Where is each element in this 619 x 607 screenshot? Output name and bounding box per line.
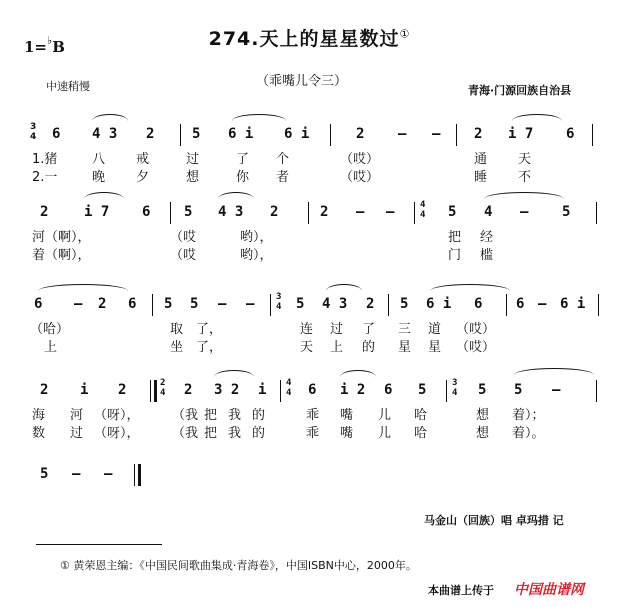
notes-row — [0, 200, 619, 224]
note: 6 — [52, 126, 61, 142]
barline — [280, 380, 281, 402]
note: 6 — [128, 296, 137, 312]
barline — [506, 294, 507, 316]
note: i 2 — [340, 382, 366, 398]
barline — [170, 202, 171, 224]
note: 5 — [296, 296, 305, 312]
time-signature-3-4: 3 4 — [30, 122, 37, 142]
slur — [514, 368, 594, 375]
notes-row — [0, 378, 619, 402]
note: 2 — [146, 126, 155, 142]
note: 6 — [474, 296, 483, 312]
lyrics-verse-1: 1.猪 八 戒 过 了 个 （哎） 通 天 — [32, 152, 532, 167]
lyrics-verse-1: 河（啊）， （哎 哟）， 把 经 — [32, 230, 494, 245]
note: — — [74, 296, 83, 312]
lyrics-verse-2: 着（啊）， （哎 哟）， 门 槛 — [32, 248, 494, 263]
lyrics-verse-2: 上 坐 了， 天 上 的 星 星 （哎） — [44, 340, 496, 355]
barline — [596, 380, 597, 402]
note: 4 3 — [218, 204, 244, 220]
final-barline — [138, 464, 141, 486]
slur — [232, 114, 286, 121]
note: 5 — [562, 204, 571, 220]
notes-row — [0, 292, 619, 316]
note: 2 — [270, 204, 279, 220]
key-signature: 1=♭B — [24, 34, 65, 56]
note: i 7 — [508, 126, 534, 142]
note: 2 — [356, 126, 365, 142]
note: 6 — [142, 204, 151, 220]
note: 5 — [164, 296, 173, 312]
note: 6 — [384, 382, 393, 398]
note: 4 — [484, 204, 493, 220]
time-signature-2-4: 2 4 — [160, 378, 166, 398]
note: 5 — [190, 296, 199, 312]
note: 2 — [40, 204, 49, 220]
slur — [512, 114, 562, 121]
slur — [84, 192, 124, 199]
lyrics-verse-1: 海 河 （呀）， （我 把 我 的 乖 嘴 儿 哈 想 着）； — [32, 408, 545, 423]
note: 4 3 — [322, 296, 348, 312]
lyrics-verse-2: 2.一 晚 夕 想 你 者 （哎） 睡 不 — [32, 170, 532, 185]
note: — — [72, 466, 81, 482]
note: 4 3 — [92, 126, 118, 142]
note: — — [520, 204, 529, 220]
slur — [38, 284, 128, 291]
note: — — [432, 126, 441, 142]
footnote-divider — [36, 544, 162, 545]
note: i 7 — [84, 204, 110, 220]
barline — [308, 202, 309, 224]
note: 6 — [308, 382, 317, 398]
time-signature-4-4: 4 4 — [286, 378, 292, 398]
note: 6 — [516, 296, 525, 312]
note: 2 — [118, 382, 127, 398]
note: — — [246, 296, 255, 312]
lyrics-verse-2: 数 过 （呀）， （我 把 我 的 乖 嘴 儿 哈 想 着）。 — [32, 426, 545, 441]
tempo-marking: 中速稍慢 — [46, 80, 90, 93]
note: — — [398, 126, 407, 142]
time-signature-3-4: 3 4 — [452, 378, 458, 398]
note: 2 — [98, 296, 107, 312]
note: 5 — [40, 466, 49, 482]
slur — [326, 284, 362, 291]
barline — [150, 380, 157, 402]
slur — [484, 192, 564, 199]
barline — [134, 464, 135, 486]
note: 3 2 — [214, 382, 240, 398]
note: 2 — [40, 382, 49, 398]
note: i — [80, 382, 89, 398]
barline — [596, 202, 597, 224]
note: 6 i — [284, 126, 310, 142]
note: 2 — [320, 204, 329, 220]
time-signature-3-4: 3 4 — [276, 292, 282, 312]
lyrics-verse-1: （哈） 取 了， 连 过 了 三 道 （哎） — [30, 322, 496, 337]
note: — — [218, 296, 227, 312]
note: 6 i — [228, 126, 254, 142]
notes-row — [0, 126, 619, 146]
barline — [330, 124, 331, 146]
barline — [592, 124, 593, 146]
note: 6 — [34, 296, 43, 312]
note: — — [386, 204, 395, 220]
footnote: ① 黄荣恩主编：《中国民间歌曲集成·青海卷》，中国ISBN中心，2000年。 — [60, 559, 417, 572]
barline — [414, 202, 415, 224]
slur — [92, 114, 128, 121]
note: 5 — [400, 296, 409, 312]
slur — [430, 284, 510, 291]
barline — [388, 294, 389, 316]
note: 6 i — [560, 296, 586, 312]
barline — [456, 124, 457, 146]
note: — — [356, 204, 365, 220]
barline — [270, 294, 271, 316]
note: 5 — [478, 382, 487, 398]
barline — [446, 380, 447, 402]
credits: 马金山（回族）唱 卓玛措 记 — [424, 514, 564, 527]
note: — — [538, 296, 547, 312]
note: 2 — [184, 382, 193, 398]
note: 6 i — [426, 296, 452, 312]
note: 2 — [474, 126, 483, 142]
slur — [214, 370, 254, 377]
page-title: 274.天上的星星数过① — [208, 27, 411, 50]
note: 5 — [184, 204, 193, 220]
barline — [180, 124, 181, 146]
region-label: 青海·门源回族自治县 — [468, 84, 572, 97]
barline — [152, 294, 153, 316]
notes-row — [0, 466, 619, 486]
note: — — [104, 466, 113, 482]
note: 5 — [448, 204, 457, 220]
note: — — [552, 382, 561, 398]
slur — [340, 370, 376, 377]
note: i — [258, 382, 267, 398]
subtitle: （乖嘴儿令三） — [256, 74, 348, 89]
time-signature-4-4: 4 4 — [420, 200, 426, 220]
note: 6 — [566, 126, 575, 142]
note: 2 — [366, 296, 375, 312]
barline — [598, 294, 599, 316]
upload-text: 本曲谱上传于 — [428, 584, 494, 597]
slur — [218, 192, 254, 199]
note: 5 — [514, 382, 523, 398]
note: 5 — [192, 126, 201, 142]
note: 5 — [418, 382, 427, 398]
brand-logo[interactable]: 中国曲谱网 — [514, 582, 584, 598]
